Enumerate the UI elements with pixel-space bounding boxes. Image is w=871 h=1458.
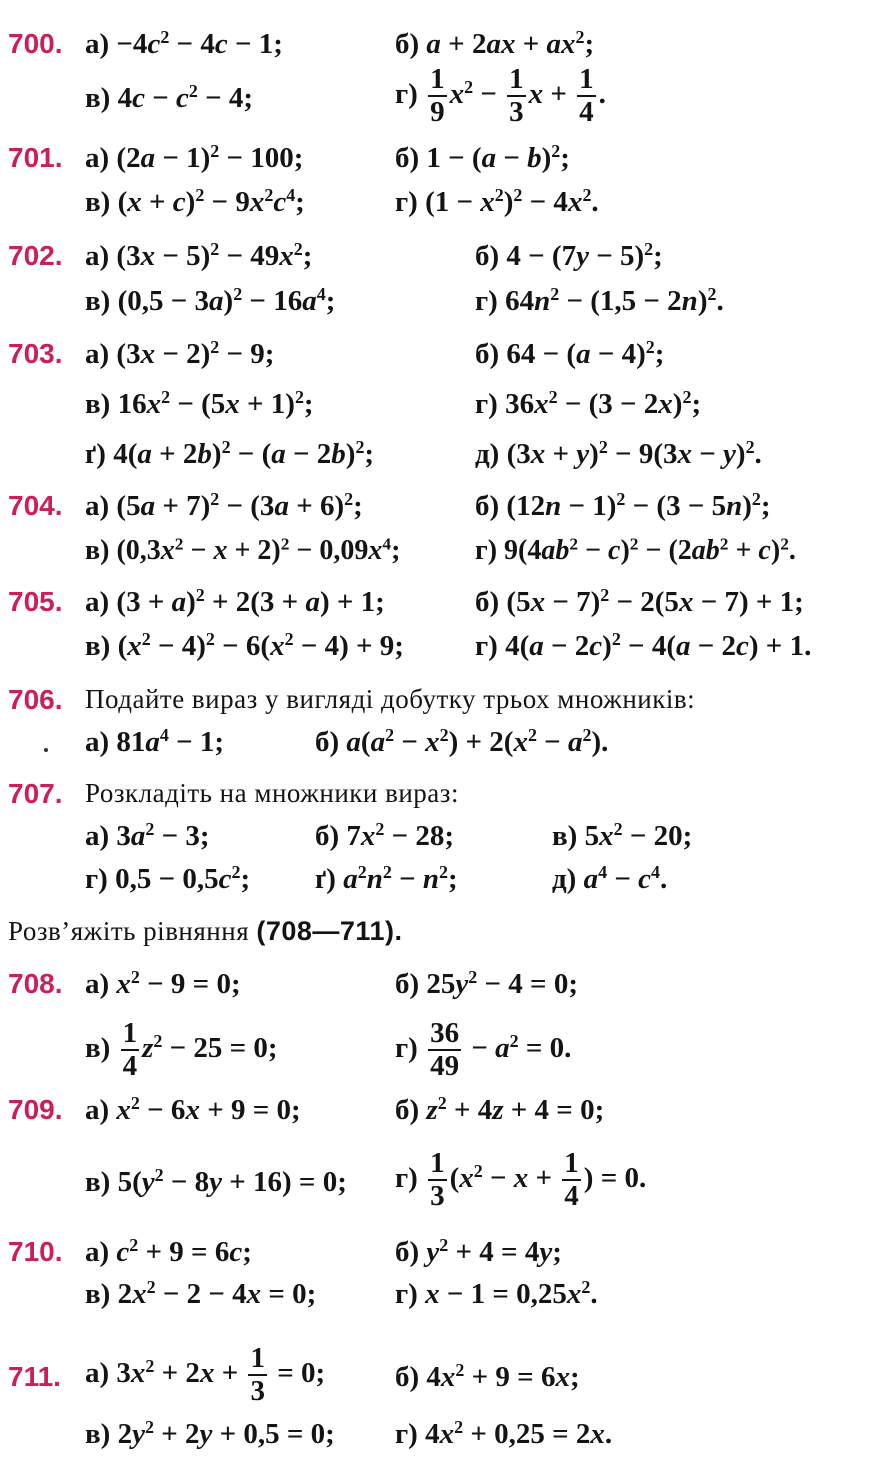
exercise-707-a: а) $3a^2 - 3$; [85, 819, 210, 852]
exercise-700-a: $а) -4c^2 - 4c - 1$; [85, 27, 283, 60]
exercise-705-b: б) $(5x - 7)^2 - 2(5x - 7) + 1$; [475, 585, 804, 618]
exercise-703-gg: ґ) $4(a + 2b)^2 - (a - 2b)^2$; [85, 437, 375, 470]
exercise-702-a: а) $(3x - 5)^2 - 49x^2$; [85, 239, 313, 272]
exercise-700-g: г) $\frac{1}{9}$ $x^2$ − $\frac{1}{3}$ x + $\frac{1}{4}$ . [395, 63, 606, 129]
exercise-711-b: б) $4x^2 + 9 = 6x$; [395, 1360, 580, 1393]
exercise-701-b: б) $1 - (a - b)^2$; [395, 141, 570, 174]
exercise-704-b: б) $(12n - 1)^2 - (3 - 5n)^2$; [475, 489, 771, 522]
exercise-703-v: в) $16x^2 - (5x + 1)^2$; [85, 387, 314, 420]
fraction: $\frac{1}{4}$ [122, 1017, 138, 1083]
exercise-706-b: б) $a(a^2 - x^2) + 2(x^2 - a^2)$. [315, 725, 609, 758]
exercise-number: 702. [8, 240, 63, 271]
exercise-number: 701. [8, 142, 63, 173]
exercise-707-g: г) $0,5 - 0,5c^2$; [85, 862, 251, 895]
exercise-number: 711. [8, 1361, 61, 1392]
exercise-702-v: в) $(0,5 - 3a)^2 - 16a^4$; [85, 284, 336, 317]
exercise-708-a: а) $x^2 - 9 = 0$; [85, 967, 241, 1000]
exercise-709-b: б) $z^2 + 4z + 4 = 0$; [395, 1093, 605, 1126]
exercise-706-a: а) $81a^4 - 1$; [85, 725, 225, 758]
exercise-711-g: г) $4x^2 + 0,25 = 2x$. [395, 1417, 613, 1450]
exercise-number: 704. [8, 490, 63, 521]
fraction: $\frac{1}{4}$ [564, 1147, 579, 1213]
exercise-number: 706. [8, 684, 63, 715]
exercise-707-gg: ґ) $a^2n^2 - n^2$; [315, 862, 458, 895]
exercise-707-b: б) $7x^2 - 28$; [315, 819, 455, 852]
exercise-700-b: б) $a + 2ax + ax^2$; [395, 27, 595, 60]
exercise-704-a: а) $(5a + 7)^2 - (3a + 6)^2$; [85, 489, 363, 522]
exercise-number: 709. [8, 1094, 63, 1125]
exercise-701-v: в) $(x + c)^2 - 9x^2c^4$; [85, 185, 305, 218]
exercise-704-v: в) $(0,3x^2 - x + 2)^2 - 0,09x^4$; [85, 534, 401, 566]
exercise-number: 707. [8, 778, 63, 809]
exercise-707-prompt: Розкладіть на множники вираз: [85, 778, 459, 808]
exercise-703-d: д) $(3x + y)^2 - 9(3x - y)^2$. [475, 437, 762, 470]
exercise-705-g: г) $4(a - 2c)^2 - 4(a - 2c) + 1$. [475, 629, 812, 662]
exercise-705-a: а) $(3 + a)^2 + 2(3 + a) + 1$; [85, 585, 385, 618]
exercise-703-g: г) $36x^2 - (3 - 2x)^2$; [475, 387, 702, 420]
exercise-707-v: в) $5x^2 - 20$; [552, 819, 693, 852]
exercise-711-a: а) $3x^2 + 2x$ + $\frac{1}{3}$ = 0; [85, 1342, 326, 1408]
exercise-711-v: в) $2y^2 + 2y + 0,5 = 0$; [85, 1417, 335, 1450]
exercise-number: 710. [8, 1236, 63, 1267]
exercise-701-a: а) $(2a - 1)^2 - 100$; [85, 141, 304, 174]
exercise-709-v: в) $5(y^2 - 8y + 16) = 0$; [85, 1165, 347, 1198]
print-speck [44, 748, 48, 752]
fraction: $\frac{1}{4}$ [579, 63, 594, 129]
exercise-709-g: г) $\frac{1}{3}$ ($x^2 - x$ + $\frac{1}{4}$ ) = 0. [395, 1147, 647, 1213]
fraction: $\frac{1}{3}$ [509, 63, 524, 129]
fraction: $\frac{1}{3}$ [430, 1147, 445, 1213]
exercise-708-b: б) $25y^2 - 4 = 0$; [395, 967, 578, 1000]
exercise-710-g: г) $x - 1 = 0,25x^2$. [395, 1277, 598, 1310]
exercise-number: 703. [8, 338, 63, 369]
section-instruction: Розв’яжіть рівняння (708—711). [8, 916, 403, 946]
exercise-704-g: г) $9(4ab^2 - c)^2 - (2ab^2 + c)^2$. [475, 534, 796, 566]
exercise-706-prompt: Подайте вираз у вигляді добутку трьох множників: [85, 684, 696, 714]
exercise-710-b: б) $y^2 + 4 = 4y$; [395, 1235, 562, 1268]
exercise-700-v: в) $4c - c^2 - 4$; [85, 81, 254, 114]
fraction: $\frac{1}{3}$ [250, 1342, 265, 1408]
exercise-number: 708. [8, 968, 63, 999]
exercise-702-g: г) $64n^2 - (1,5 - 2n)^2$. [475, 284, 724, 317]
exercise-707-d: д) $a^4 - c^4$. [552, 862, 668, 895]
exercise-number: 700. [8, 28, 63, 59]
exercise-705-v: в) $(x^2 - 4)^2 - 6(x^2 - 4) + 9$; [85, 629, 404, 662]
exercise-701-g: г) $(1 - x^2)^2 - 4x^2$. [395, 185, 599, 218]
exercise-703-b: б) $64 - (a - 4)^2$; [475, 337, 665, 370]
exercise-number: 705. [8, 586, 63, 617]
exercise-708-v: в) $\frac{1}{4}$ $z^2 - 25 = 0$; [85, 1017, 278, 1083]
exercise-703-a: а) $(3x - 2)^2 - 9$; [85, 337, 275, 370]
exercise-709-a: а) $x^2 - 6x + 9 = 0$; [85, 1093, 301, 1126]
exercise-710-a: а) $c^2 + 9 = 6c$; [85, 1235, 252, 1268]
fraction: $\frac{36}{49}$ [430, 1017, 460, 1083]
exercise-708-g: г) $\frac{36}{49}$ − $a^2 = 0$. [395, 1017, 572, 1083]
exercise-702-b: б) $4 - (7y - 5)^2$; [475, 239, 663, 272]
exercise-710-v: в) $2x^2 - 2 - 4x = 0$; [85, 1277, 317, 1310]
fraction: $\frac{1}{9}$ [430, 63, 445, 129]
